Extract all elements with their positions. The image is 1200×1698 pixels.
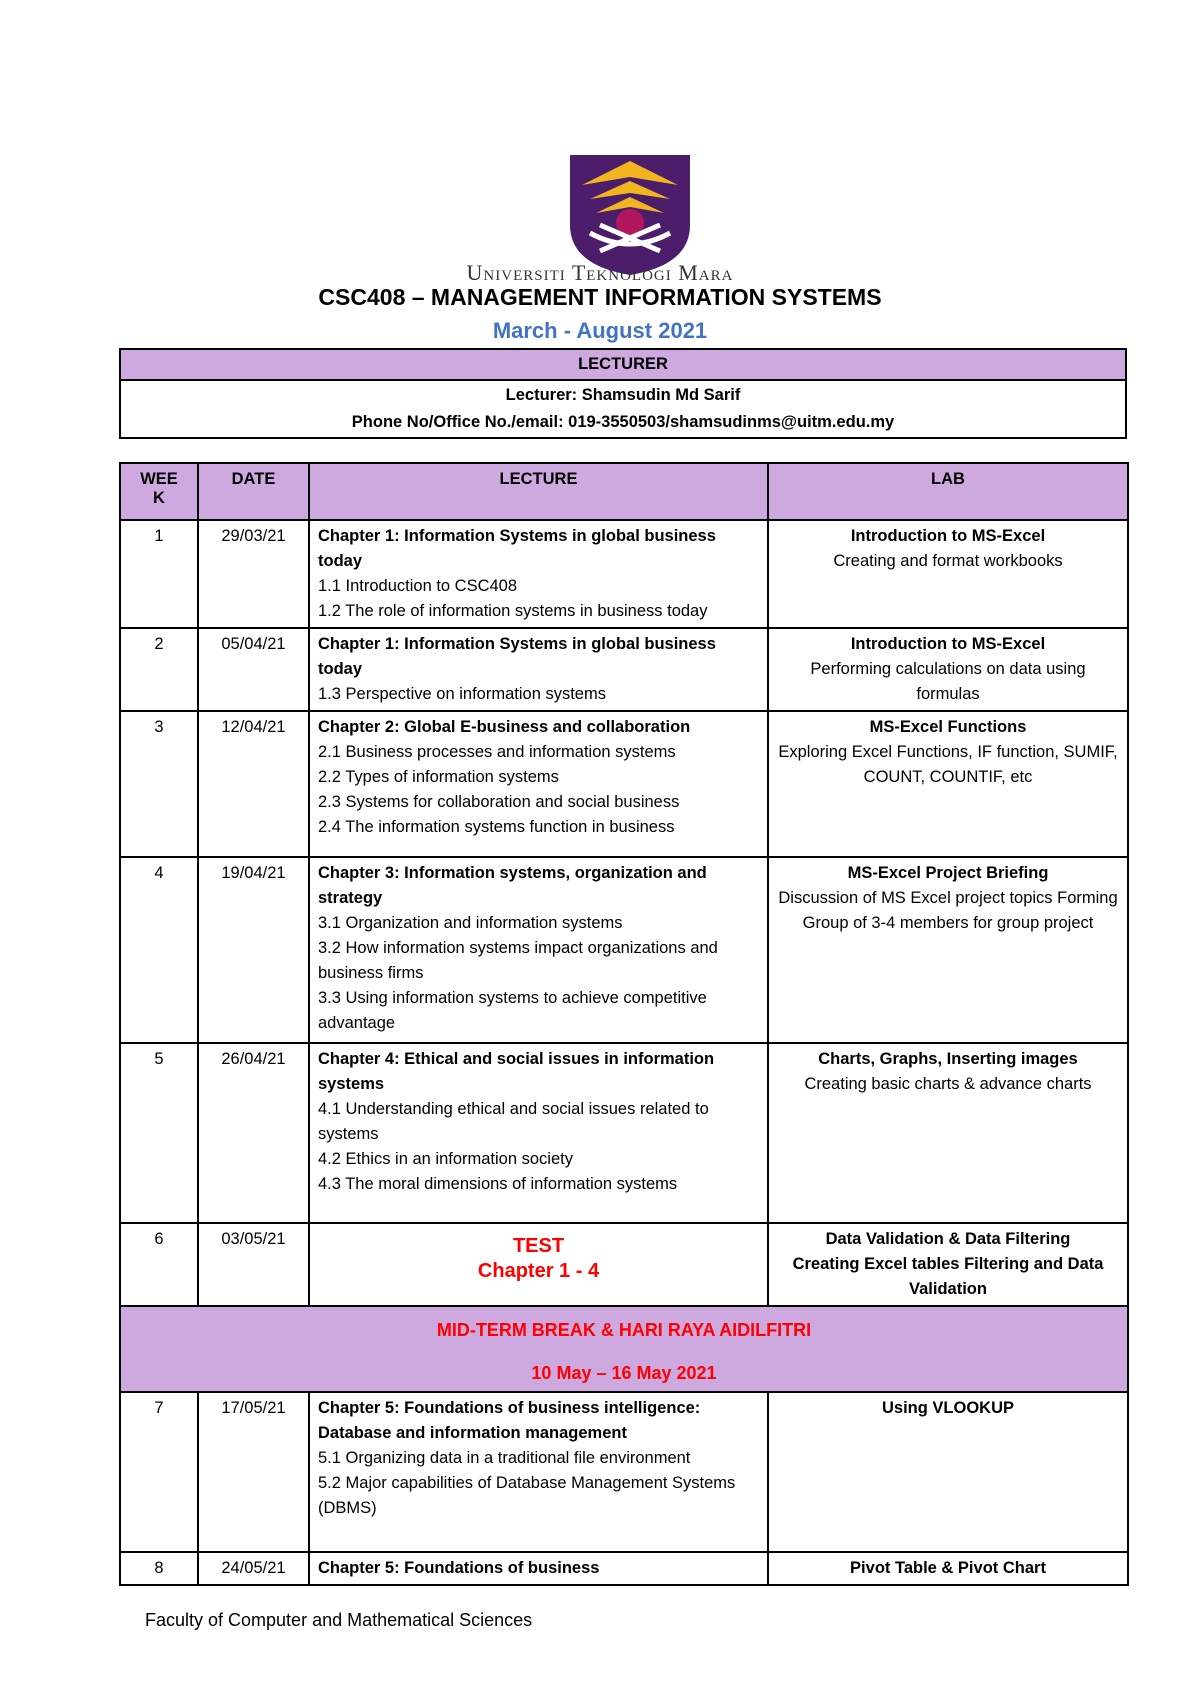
schedule-header-row [120,463,1128,520]
chapter-title: Chapter 2: Global E-business and collaboration [318,718,691,736]
date-cell: 19/04/21 [198,857,309,1043]
lab-cell [768,1223,1128,1306]
date-cell: 24/05/21 [198,1552,309,1585]
test-section [120,1223,1128,1392]
week-cell: 2 [120,628,198,711]
lecture-cell [309,1392,768,1552]
lab-title: Data Validation & Data Filtering [825,1230,1071,1248]
topic-item: 3.1 Organization and information systems [318,914,623,932]
semester-period: March - August 2021 [492,318,708,343]
chapter-title: Chapter 3: Information systems, organization and strategy [318,864,707,907]
topic-item: 4.2 Ethics in an information society [318,1150,573,1168]
header-lecture: LECTURE [309,463,768,520]
topic-item: 1.1 Introduction to CSC408 [318,577,518,595]
date-cell: 05/04/21 [198,628,309,711]
date-cell: 17/05/21 [198,1392,309,1552]
test-cell [309,1223,768,1306]
lab-cell [768,520,1128,628]
date-cell: 03/05/21 [198,1223,309,1306]
lecture-cell [309,1552,768,1585]
break-cell [120,1306,1128,1392]
week-cell: 3 [120,711,198,857]
chapter-title: Chapter 1: Information Systems in global business today [318,635,716,678]
lab-title: MS-Excel Functions [869,718,1027,736]
topic-item: 4.1 Understanding ethical and social issues related to systems [318,1100,709,1143]
topic-item: 2.2 Types of information systems [318,768,559,786]
header-lab: LAB [768,463,1128,520]
table-row [120,711,1128,857]
lab-desc: Creating basic charts & advance charts [804,1075,1092,1093]
lab-cell [768,628,1128,711]
break-dates: 10 May – 16 May 2021 [531,1363,717,1383]
break-row [120,1306,1128,1392]
lab-desc: Creating and format workbooks [833,552,1063,570]
topic-item: 2.1 Business processes and information systems [318,743,676,761]
uitm-crest-icon [560,155,700,275]
lecturer-table [119,348,1127,439]
lecture-cell [309,711,768,857]
lab-title: Pivot Table & Pivot Chart [850,1559,1046,1577]
table-row [120,520,1128,628]
table-row [120,857,1128,1043]
date-cell: 12/04/21 [198,711,309,857]
topic-item: 4.3 The moral dimensions of information systems [318,1175,678,1193]
lecturer-contact: Phone No/Office No./email: 019-3550503/shamsudinms@uitm.edu.my [351,413,895,431]
lab-cell [768,1392,1128,1552]
week-cell: 4 [120,857,198,1043]
university-name: Universiti Teknologi Mara [466,260,734,285]
topic-item: 1.2 The role of information systems in business today [318,602,708,620]
week-cell: 1 [120,520,198,628]
footer-text: Faculty of Computer and Mathematical Sciences [145,1610,533,1630]
schedule-table [119,462,1129,1586]
table-row [120,628,1128,711]
course-title: CSC408 – MANAGEMENT INFORMATION SYSTEMS [318,284,882,310]
lecturer-name: Lecturer: Shamsudin Md Sarif [505,386,741,404]
lecture-cell [309,1043,768,1223]
chapter-title: Chapter 4: Ethical and social issues in information systems [318,1050,715,1093]
lab-cell [768,1552,1128,1585]
date-cell: 29/03/21 [198,520,309,628]
lab-cell [768,1043,1128,1223]
table-row [120,1392,1128,1552]
topic-item: 3.3 Using information systems to achieve competitive advantage [318,989,707,1032]
lecture-cell [309,857,768,1043]
break-title: MID-TERM BREAK & HARI RAYA AIDILFITRI [436,1320,812,1340]
topic-item: 3.2 How information systems impact organizations and business firms [318,939,718,982]
lab-title: Introduction to MS-Excel [850,635,1046,653]
lab-title: Charts, Graphs, Inserting images [818,1050,1078,1068]
topic-item: 2.4 The information systems function in business [318,818,675,836]
lecture-cell [309,520,768,628]
lecture-cell [309,628,768,711]
lab-title: MS-Excel Project Briefing [847,864,1049,882]
lab-desc: Creating Excel tables Filtering and Data Validation [792,1255,1104,1298]
topic-item: 5.2 Major capabilities of Database Management Systems (DBMS) [318,1474,736,1517]
schedule-body [120,520,1128,1223]
chapter-title: Chapter 5: Foundations of business [318,1559,600,1577]
lab-title: Using VLOOKUP [881,1399,1014,1417]
lab-desc: Discussion of MS Excel project topics Forming Group of 3-4 members for group project [778,889,1118,932]
schedule-body-after [120,1392,1128,1585]
table-row [120,1223,1128,1306]
week-cell: 8 [120,1552,198,1585]
date-cell: 26/04/21 [198,1043,309,1223]
table-row [120,1552,1128,1585]
lab-desc: Exploring Excel Functions, IF function, SUMIF, COUNT, COUNTIF, etc [778,743,1118,786]
week-cell: 5 [120,1043,198,1223]
lab-desc: Performing calculations on data using formulas [810,660,1086,703]
topic-item: 5.1 Organizing data in a traditional file environment [318,1449,691,1467]
header-week: WEEK [120,463,198,520]
lab-cell [768,711,1128,857]
week-cell: 6 [120,1223,198,1306]
lecturer-heading: LECTURER [120,349,1126,380]
week-cell: 7 [120,1392,198,1552]
lecturer-info [120,380,1126,438]
chapter-title: Chapter 5: Foundations of business intelligence: Database and information management [318,1399,701,1442]
lab-cell [768,857,1128,1043]
test-label: TEST [512,1235,565,1257]
topic-item: 1.3 Perspective on information systems [318,685,606,703]
chapter-title: Chapter 1: Information Systems in global business today [318,527,716,570]
header-date: DATE [198,463,309,520]
table-row [120,1043,1128,1223]
topic-item: 2.3 Systems for collaboration and social business [318,793,680,811]
test-chapters: Chapter 1 - 4 [477,1260,600,1282]
lab-title: Introduction to MS-Excel [850,527,1046,545]
